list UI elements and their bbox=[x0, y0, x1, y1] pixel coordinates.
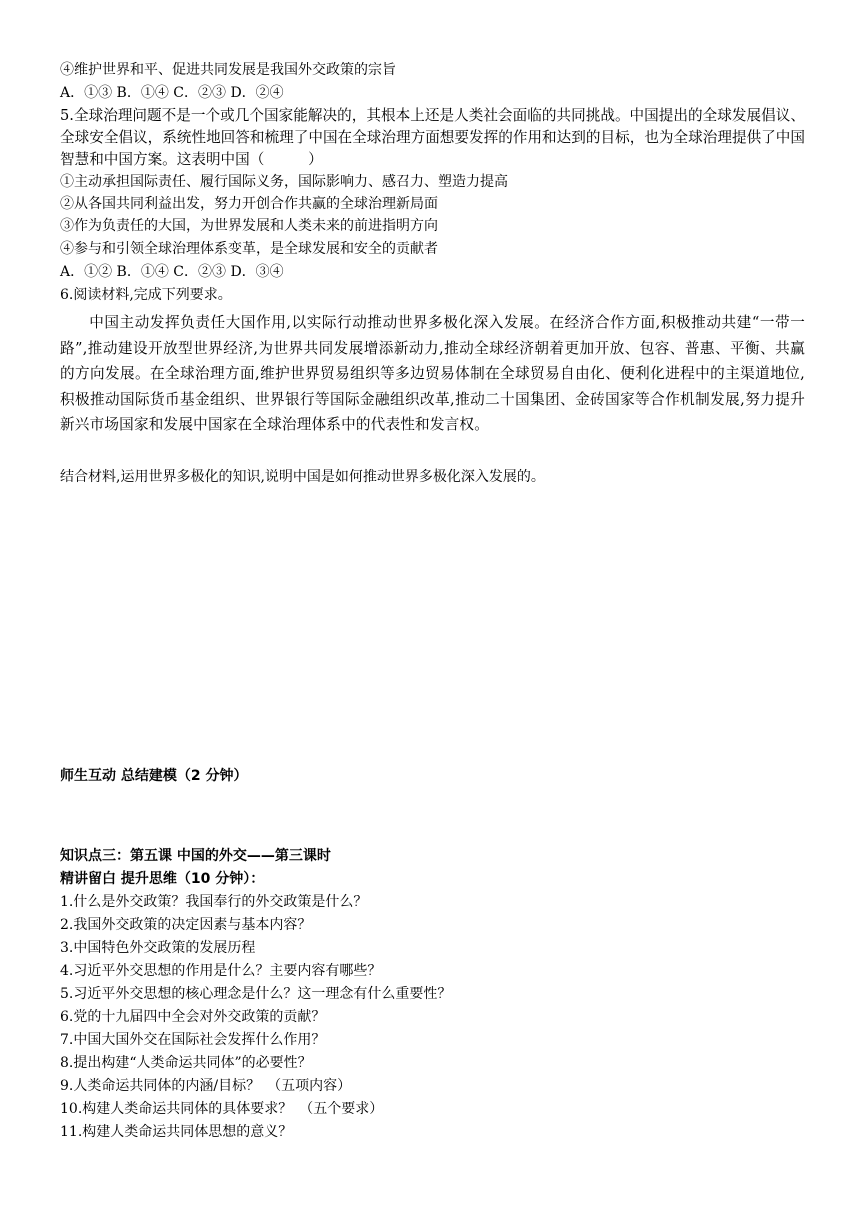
review-question-9: 9.人类命运共同体的内涵/目标？ （五项内容） bbox=[60, 1078, 352, 1094]
lecture-heading: 精讲留白 提升思维（10 分钟）： bbox=[60, 871, 265, 887]
question-6-title: 6.阅读材料,完成下列要求。 bbox=[60, 287, 232, 303]
review-question-11: 11.构建人类命运共同体思想的意义？ bbox=[60, 1124, 293, 1140]
question-4-answer-choices: A．①③ B．①④ C．②③ D．②④ bbox=[60, 85, 284, 101]
review-question-7: 7.中国大国外交在国际社会发挥什么作用？ bbox=[60, 1032, 326, 1048]
review-question-1: 1.什么是外交政策？我国奉行的外交政策是什么？ bbox=[60, 894, 368, 910]
review-question-5: 5.习近平外交思想的核心理念是什么？这一理念有什么重要性？ bbox=[60, 986, 452, 1002]
interaction-heading: 师生互动 总结建模（2 分钟） bbox=[60, 768, 248, 784]
question-5-stem: 5.全球治理问题不是一个或几个国家能解决的，其根本上还是人类社会面临的共同挑战。中国提出的全球发展倡议、全球安全倡议，系统性地回答和梳理了中国在全球治理方面想要发挥的作用和达到的目标，也为全球治理提供了中国智慧和中国方案。这表明中国（ ） bbox=[60, 107, 805, 168]
question-5-option-2: ②从各国共同利益出发，努力开创合作共赢的全球治理新局面 bbox=[60, 196, 438, 212]
question-4-option-4: ④维护世界和平、促进共同发展是我国外交政策的宗旨 bbox=[60, 62, 396, 78]
review-question-10: 10.构建人类命运共同体的具体要求？ （五个要求） bbox=[60, 1101, 384, 1117]
question-6-requirement: 结合材料,运用世界多极化的知识,说明中国是如何推动世界多极化深入发展的。 bbox=[60, 469, 545, 485]
question-5-answer-choices: A．①② B．①④ C．②③ D．③④ bbox=[60, 264, 284, 280]
review-question-4: 4.习近平外交思想的作用是什么？主要内容有哪些？ bbox=[60, 963, 382, 979]
knowledge-point-3-heading: 知识点三：第五课 中国的外交——第三课时 bbox=[60, 848, 331, 864]
review-question-2: 2.我国外交政策的决定因素与基本内容？ bbox=[60, 917, 312, 933]
review-question-3: 3.中国特色外交政策的发展历程 bbox=[60, 940, 256, 956]
question-5-option-4: ④参与和引领全球治理体系变革，是全球发展和安全的贡献者 bbox=[60, 241, 438, 257]
question-5-option-3: ③作为负责任的大国，为世界发展和人类未来的前进指明方向 bbox=[60, 218, 438, 234]
review-question-8: 8.提出构建“人类命运共同体”的必要性？ bbox=[60, 1055, 312, 1071]
question-6-material: 中国主动发挥负责任大国作用,以实际行动推动世界多极化深入发展。在经济合作方面,积极推动共建“一带一路”,推动建设开放型世界经济,为世界共同发展增添新动力,推动全球经济朝着更加开放、包容、普惠、平衡、共赢的方向发展。在全球治理方面,维护世界贸易组织等多边贸易体制在全球贸易自由化、便利化进程中的主渠道地位,积极推动国际货币基金组织、世界银行等国际金融组织改革,推动二十国集团、金砖国家等合作机制发展,努力提升新兴市场国家和发展中国家在全球治理体系中的代表性和发言权。 bbox=[60, 314, 805, 433]
review-question-6: 6.党的十九届四中全会对外交政策的贡献？ bbox=[60, 1009, 326, 1025]
question-5-option-1: ①主动承担国际责任、履行国际义务，国际影响力、感召力、塑造力提高 bbox=[60, 174, 508, 190]
